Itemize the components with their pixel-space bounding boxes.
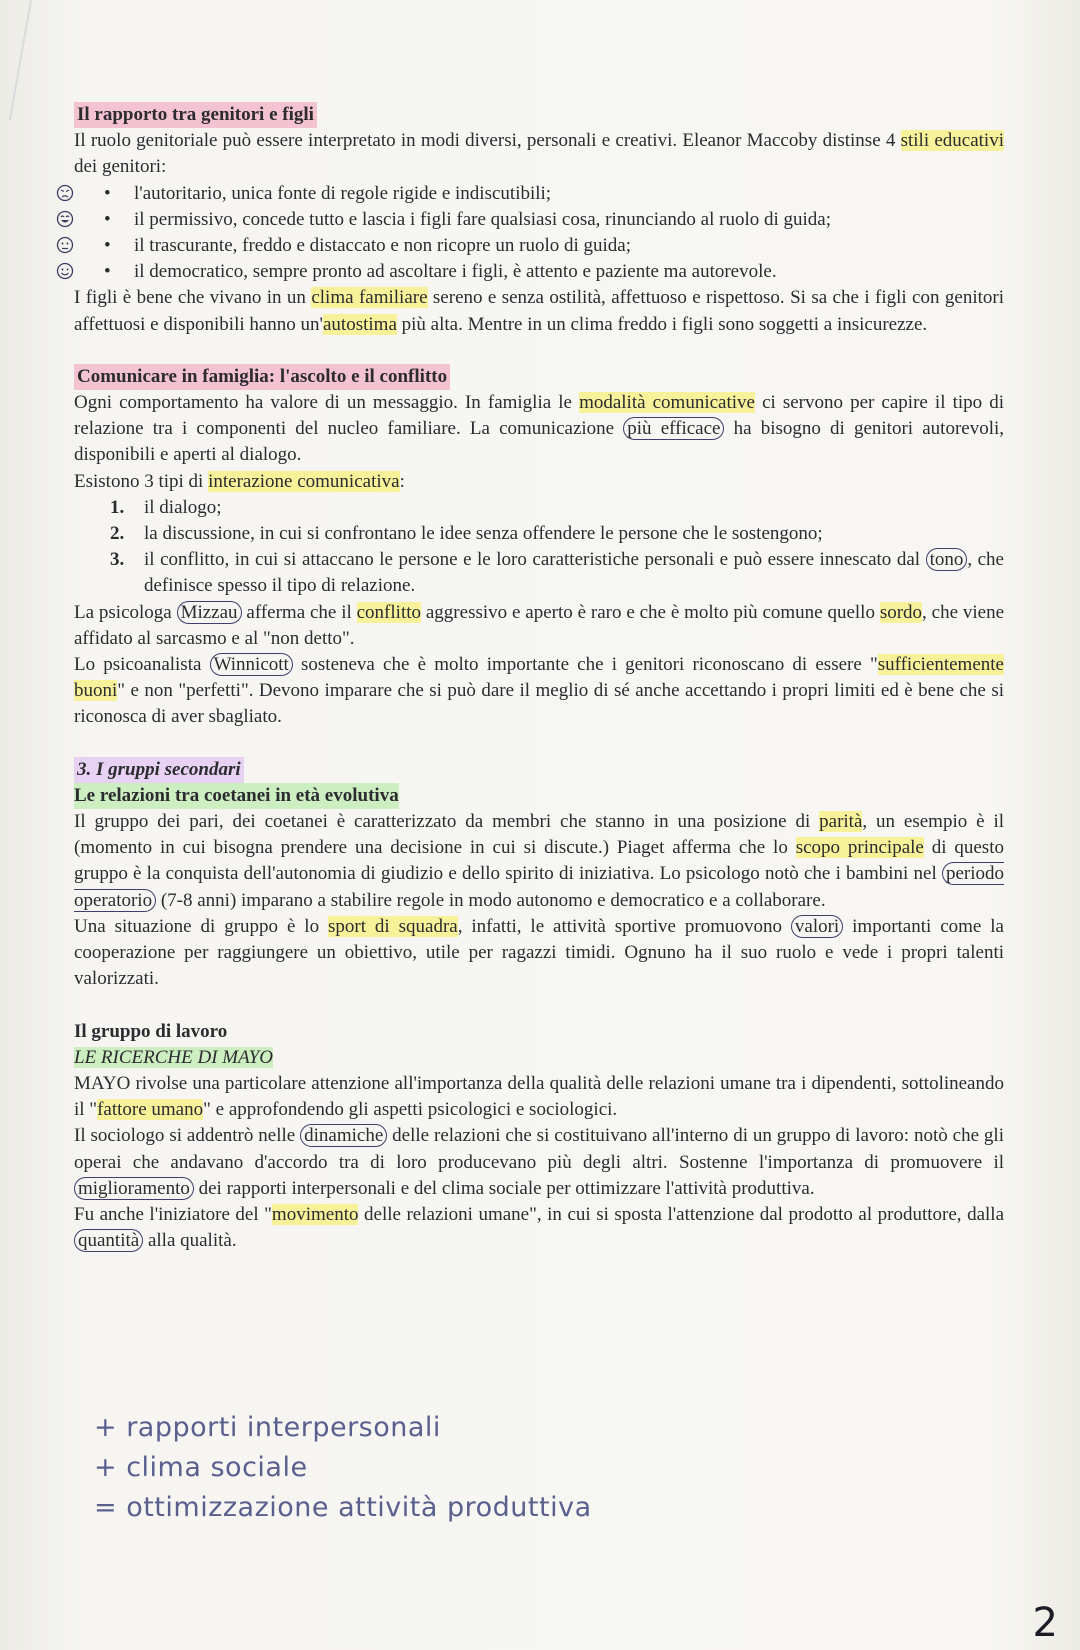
circled-word: più efficace	[623, 417, 724, 440]
highlight: conflitto	[356, 601, 422, 623]
highlight: interazione comunicativa	[208, 470, 400, 492]
interaction-types-list	[74, 495, 1004, 600]
section-family-communication	[74, 364, 1004, 731]
section-secondary-groups	[74, 757, 1004, 993]
paragraph: Ogni comportamento ha valore di un messaggio. In famiglia le modalità comunicative ci servono per capire il tipo di relazione tra i componenti del nucleo familiare. La comunicazione più efficace ha bisogno di genitori autorevoli, disponibili e aperti al dialogo.	[74, 392, 1005, 466]
list-item: • l'autoritario, unica fonte di regole rigide e indiscutibili;	[74, 181, 1004, 207]
circled-word: tono	[926, 548, 968, 571]
highlight: scopo principale	[795, 837, 924, 859]
highlight: stili educativi	[900, 130, 1004, 152]
bracketed-text: (momento in cui bisogna prendere una decisione in cui si discute.)	[74, 837, 610, 859]
list-item: 3. il conflitto, in cui si attaccano le persone e le loro caratteristiche personali e può essere innescato dal tono , che definisce spesso il tipo di relazione.	[110, 549, 1004, 597]
circled-word: Winnicott	[210, 653, 293, 676]
neutral-face-icon	[56, 236, 74, 254]
notes-content	[74, 102, 1004, 1254]
highlight: clima familiare	[311, 287, 428, 309]
section-title: Il rapporto tra genitori e figli	[74, 102, 317, 128]
paragraph: Fu anche l'iniziatore del "movimento delle relazioni umane", in cui si sposta l'attenzione dal prodotto al produttore, dalla quantità alla qualità.	[74, 1203, 1005, 1252]
paragraph: MAYO rivolse una particolare attenzione all'importanza della qualità delle relazioni umane tra i dipendenti, sottolineando il "fattore umano" e approfondendo gli aspetti psicologici e sociologici.	[74, 1072, 1004, 1121]
highlight: fattore umano	[97, 1099, 204, 1121]
smiling-face-icon	[56, 262, 74, 280]
paragraph: Esistono 3 tipi di interazione comunicativa:	[74, 470, 405, 492]
circled-word: dinamiche	[300, 1124, 387, 1147]
circled-word: quantità	[74, 1229, 143, 1252]
section-title: 3. I gruppi secondari	[74, 757, 244, 783]
parenting-styles-list	[74, 181, 1004, 286]
circled-word: periodo operatorio	[74, 863, 1004, 911]
section-subtitle: LE RICERCHE DI MAYO	[74, 1046, 273, 1068]
page-number: 2	[1032, 1600, 1058, 1646]
list-item: • il permissivo, concede tutto e lascia i figli fare qualsiasi cosa, rinunciando al ruolo di guida;	[74, 207, 1004, 233]
list-item: • il democratico, sempre pronto ad ascoltare i figli, è attento e paziente ma autorevole.	[74, 259, 1004, 285]
section-subtitle: Le relazioni tra coetanei in età evolutiva	[74, 783, 399, 809]
highlight: sport di squadra	[328, 915, 458, 937]
section-work-group	[74, 1019, 1004, 1255]
circled-word: valori	[791, 915, 843, 938]
paragraph: Il ruolo genitoriale può essere interpretato in modi diversi, personali e creativi. Eleanor Maccoby distinse 4 stili educativi dei genitori:	[74, 130, 1004, 178]
paragraph: Il sociologo si addentrò nelle dinamiche delle relazioni che si costituivano all'interno di un gruppo di lavoro: notò che gli operai che andavano d'accordo tra di loro producevano più degli altri. Sostenne l'importanza di promuovere il miglioramento dei rapporti interpersonali e del clima sociale per ottimizzare l'attività produttiva.	[74, 1125, 1004, 1199]
handwritten-line: + rapporti interpersonali	[94, 1412, 441, 1443]
section-title: Comunicare in famiglia: l'ascolto e il conflitto	[74, 364, 450, 390]
paragraph: Una situazione di gruppo è lo sport di squadra, infatti, le attività sportive promuovono valori importanti come la cooperazione per raggiungere un obiettivo, utile per ragazzi timidi. Ognuno ha il suo ruolo e vede i propri talenti valorizzati.	[74, 915, 1004, 990]
angry-face-icon	[56, 184, 74, 202]
handwritten-line: + clima sociale	[94, 1452, 308, 1483]
section-title: Il gruppo di lavoro	[74, 1020, 228, 1042]
list-item: 1. il dialogo;	[110, 496, 222, 518]
paragraph: Il gruppo dei pari, dei coetanei è caratterizzato da membri che stanno in una posizione di parità, un esempio è il (momento in cui bisogna prendere una decisione in cui si discute.) Piaget afferma che lo scopo principale di questo gruppo è la conquista dell'autonomia di giudizio e dello spirito di iniziativa. Lo psicologo notò che i bambini nel periodo operatorio (7-8 anni) imparano a stabilire regole in modo autonomo e democratico e a collaborare.	[74, 811, 1005, 911]
paragraph: Lo psicoanalista Winnicott sosteneva che è molto importante che i genitori riconoscano di essere "sufficientemente buoni" e non "perfetti". Devono imparare che si può dare il meglio di sé anche accettando i propri limiti ed è bene che si riconosca di aver sbagliato.	[74, 654, 1004, 728]
paragraph: I figli è bene che vivano in un clima familiare sereno e senza ostilità, affettuoso e rispettoso. Si sa che i figli con genitori affettuosi e disponibili hanno un'autostima più alta. Mentre in un clima freddo i figli sono soggetti a insicurezze.	[74, 287, 1004, 335]
list-item: 2. la discussione, in cui si confrontano le idee senza offendere le persone che le sostengono;	[110, 523, 823, 545]
highlight: modalità comunicative	[579, 392, 755, 414]
handwritten-notes	[94, 1408, 592, 1528]
laughing-face-icon	[56, 210, 74, 228]
highlight: sordo	[879, 601, 923, 623]
highlight: autostima	[323, 313, 397, 335]
list-item: • il trascurante, freddo e distaccato e non ricopre un ruolo di guida;	[74, 233, 1004, 259]
circled-word: miglioramento	[74, 1177, 194, 1200]
section-parents-children	[74, 102, 1004, 338]
highlight: movimento	[271, 1203, 359, 1225]
highlight: sufficientemente buoni	[74, 654, 1004, 702]
handwritten-line: = ottimizzazione attività produttiva	[94, 1492, 592, 1523]
paragraph: La psicologa Mizzau afferma che il conflitto aggressivo e aperto è raro e che è molto più comune quello sordo, che viene affidato al sarcasmo e al "non detto".	[74, 601, 1005, 649]
page-edge	[0, 0, 32, 120]
highlight: parità	[819, 811, 863, 833]
circled-word: Mizzau	[177, 601, 242, 624]
